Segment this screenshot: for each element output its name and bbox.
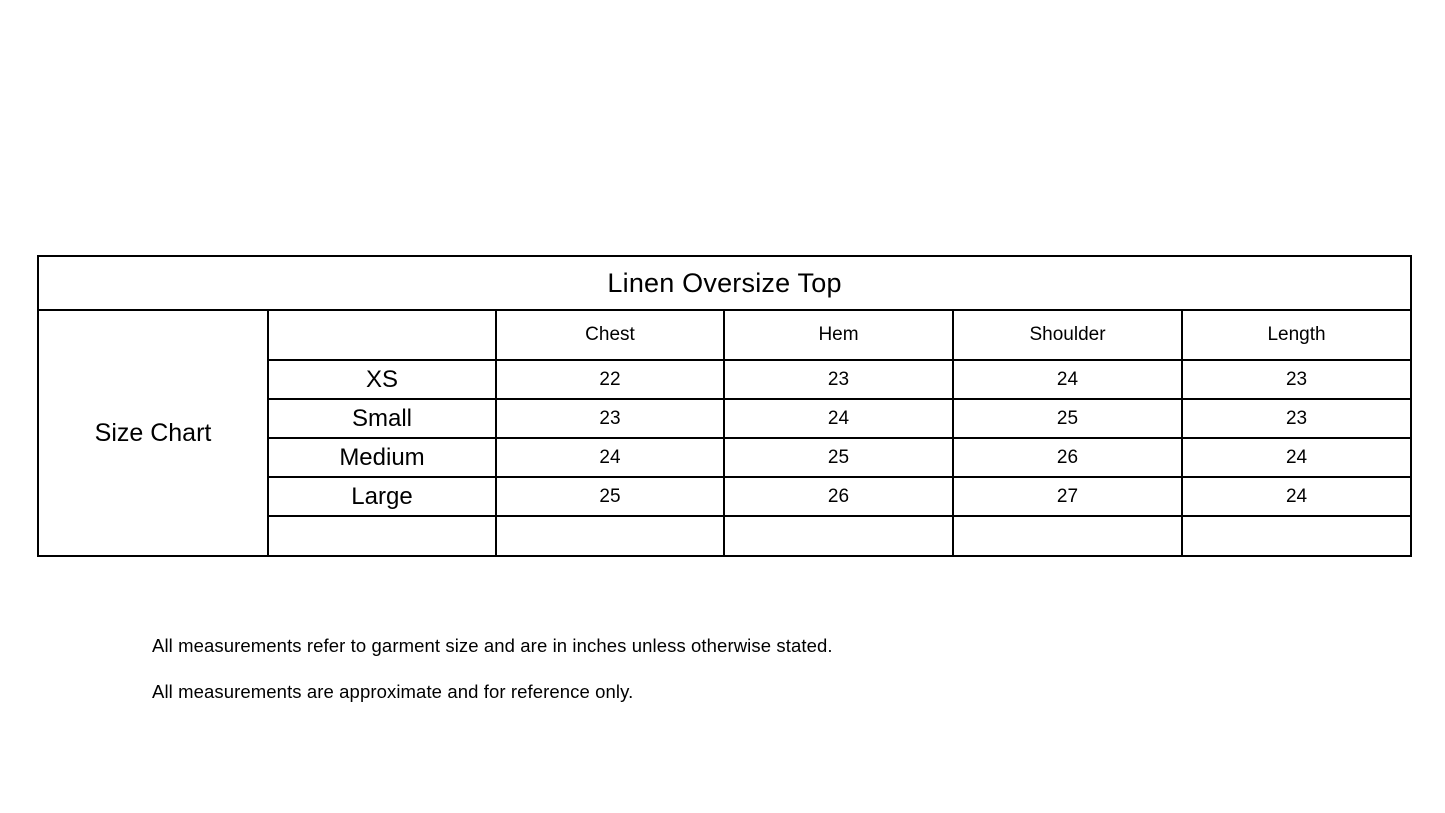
shoulder-value: 27 — [953, 477, 1182, 516]
table-title: Linen Oversize Top — [38, 256, 1411, 310]
table-header-row — [38, 310, 1411, 360]
hem-value: 24 — [724, 399, 953, 438]
size-chart-table — [37, 255, 1412, 557]
chest-value: 22 — [496, 360, 724, 399]
chest-value: 25 — [496, 477, 724, 516]
hem-value — [724, 516, 953, 556]
column-header-shoulder: Shoulder — [953, 310, 1182, 360]
chest-value — [496, 516, 724, 556]
note-approximate-reference: All measurements are approximate and for reference only. — [152, 681, 634, 702]
length-value: 24 — [1182, 477, 1411, 516]
hem-value: 25 — [724, 438, 953, 477]
length-value: 24 — [1182, 438, 1411, 477]
chest-value: 23 — [496, 399, 724, 438]
shoulder-value: 24 — [953, 360, 1182, 399]
column-header-hem: Hem — [724, 310, 953, 360]
column-header-length: Length — [1182, 310, 1411, 360]
size-name-cell — [268, 516, 496, 556]
size-name-cell: Medium — [268, 438, 496, 477]
length-value — [1182, 516, 1411, 556]
hem-value: 26 — [724, 477, 953, 516]
length-value: 23 — [1182, 360, 1411, 399]
length-value: 23 — [1182, 399, 1411, 438]
size-name-cell: Small — [268, 399, 496, 438]
shoulder-value: 25 — [953, 399, 1182, 438]
size-name-cell: XS — [268, 360, 496, 399]
note-measurement-units: All measurements refer to garment size and are in inches unless otherwise stated. — [152, 635, 833, 656]
size-name-cell: Large — [268, 477, 496, 516]
hem-value: 23 — [724, 360, 953, 399]
column-header-chest: Chest — [496, 310, 724, 360]
chest-value: 24 — [496, 438, 724, 477]
shoulder-value — [953, 516, 1182, 556]
shoulder-value: 26 — [953, 438, 1182, 477]
size-chart-label: Size Chart — [38, 310, 268, 556]
column-header-size — [268, 310, 496, 360]
table-title-row — [38, 256, 1411, 310]
